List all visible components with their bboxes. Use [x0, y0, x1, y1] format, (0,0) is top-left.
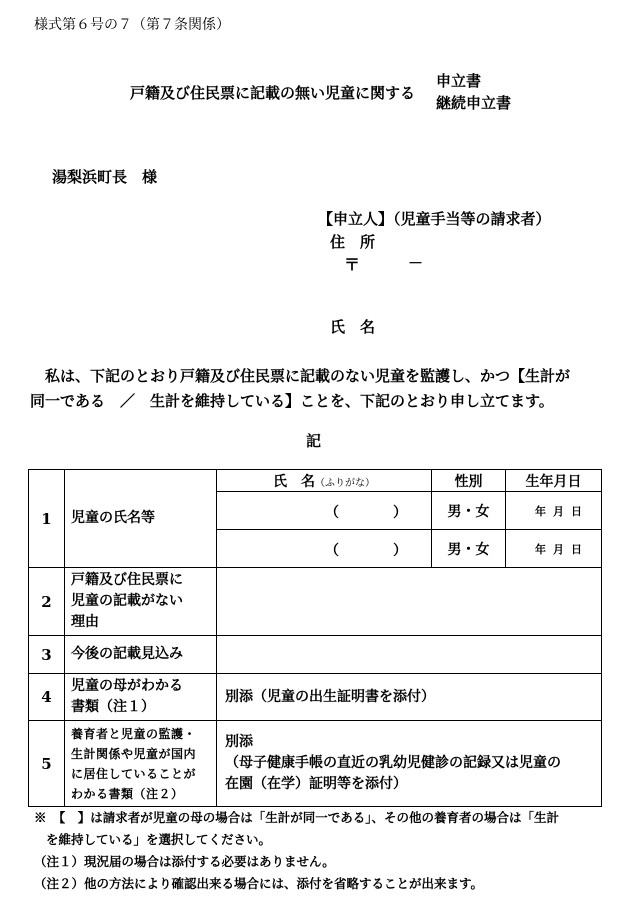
child-name-field-1[interactable]	[217, 492, 432, 530]
row-number: 5	[29, 721, 65, 807]
ki-heading: 記	[306, 432, 322, 450]
mother-document-field: 別添（児童の出生証明書を添付）	[217, 674, 602, 721]
paren-open: （	[325, 505, 339, 521]
label-line: 理由	[71, 614, 99, 630]
child-sex-field-1[interactable]: 男・女	[432, 492, 506, 530]
custody-document-field	[217, 721, 602, 807]
label-line: 児童の母がわかる	[71, 678, 183, 694]
row-number: 2	[29, 568, 65, 636]
addressee: 湯梨浜町長 様	[52, 168, 158, 186]
header-sex: 性別	[432, 470, 506, 492]
child-dob-field-2[interactable]: 年月日	[506, 530, 602, 568]
content-line: （母子健康手帳の直近の乳幼児健診の記録又は児童の	[225, 755, 561, 771]
label-line: 戸籍及び住民票に	[71, 572, 183, 588]
row-label-no-record-reason	[65, 568, 217, 636]
future-record-field[interactable]	[217, 636, 602, 674]
paren-open: （	[325, 543, 339, 559]
child-sex-field-2[interactable]: 男・女	[432, 530, 506, 568]
paren-close: ）	[393, 543, 407, 559]
postal-mark: 〒	[344, 255, 361, 274]
title-option-application[interactable]: 申立書	[436, 72, 482, 90]
label-line: に居住していることが	[71, 766, 197, 781]
address-label: 住 所	[330, 233, 376, 251]
row-label-future-record: 今後の記載見込み	[65, 636, 217, 674]
row-number: 4	[29, 674, 65, 721]
no-record-reason-field[interactable]	[217, 568, 602, 636]
content-line: 別添	[225, 734, 253, 750]
header-name-label: 氏 名	[273, 473, 315, 490]
label-line: 書類（注１）	[71, 699, 155, 715]
header-dob: 生年月日	[506, 470, 602, 492]
form-number: 様式第６号の７（第７条関係）	[34, 17, 230, 33]
statement-line-2: 同一である ／ 生計を維持している】ことを、下記のとおり申し立てます。	[30, 392, 554, 410]
notes	[34, 807, 604, 895]
paren-close: ）	[393, 505, 407, 521]
content-line: 在園（在学）証明等を添付）	[225, 776, 407, 792]
title-option-continuation[interactable]: 継続申立書	[436, 94, 512, 112]
header-furigana: （ふりがな）	[315, 477, 375, 489]
note-2: （注２）他の方法により確認出来る場合には、添付を省略することが出来ます。	[34, 876, 484, 891]
details-table	[28, 469, 602, 807]
label-line: わかる書類（注２）	[71, 786, 184, 801]
child-dob-field-1[interactable]: 年月日	[506, 492, 602, 530]
name-label: 氏 名	[330, 318, 376, 336]
label-line: 養育者と児童の監護・	[71, 726, 197, 741]
row-label-custody-document	[65, 721, 217, 807]
label-line: 生計関係や児童が国内	[71, 746, 197, 761]
note-asterisk-line-1: ※ 【 】は請求者が児童の母の場合は「生計が同一である」、その他の養育者の場合は「生計	[34, 810, 560, 825]
applicant-heading: 【申立人】（児童手当等の請求者）	[318, 210, 551, 228]
note-1: （注１）現況届の場合は添付する必要はありません。	[34, 854, 335, 869]
document-title: 戸籍及び住民票に記載の無い児童に関する	[130, 84, 416, 102]
label-line: 児童の記載がない	[71, 593, 183, 609]
row-label-child-name: 児童の氏名等	[65, 470, 217, 568]
statement-line-1: 私は、下記のとおり戸籍及び住民票に記載のない児童を監護し、かつ【生計が	[30, 367, 571, 385]
row-label-mother-document	[65, 674, 217, 721]
child-name-field-2[interactable]	[217, 530, 432, 568]
note-asterisk-line-2: を維持している」を選択してください。	[46, 832, 272, 847]
header-name	[217, 470, 432, 492]
postal-dash[interactable]: －	[408, 254, 424, 272]
row-number: 1	[29, 470, 65, 568]
row-number: 3	[29, 636, 65, 674]
statement-paragraph	[30, 364, 602, 414]
